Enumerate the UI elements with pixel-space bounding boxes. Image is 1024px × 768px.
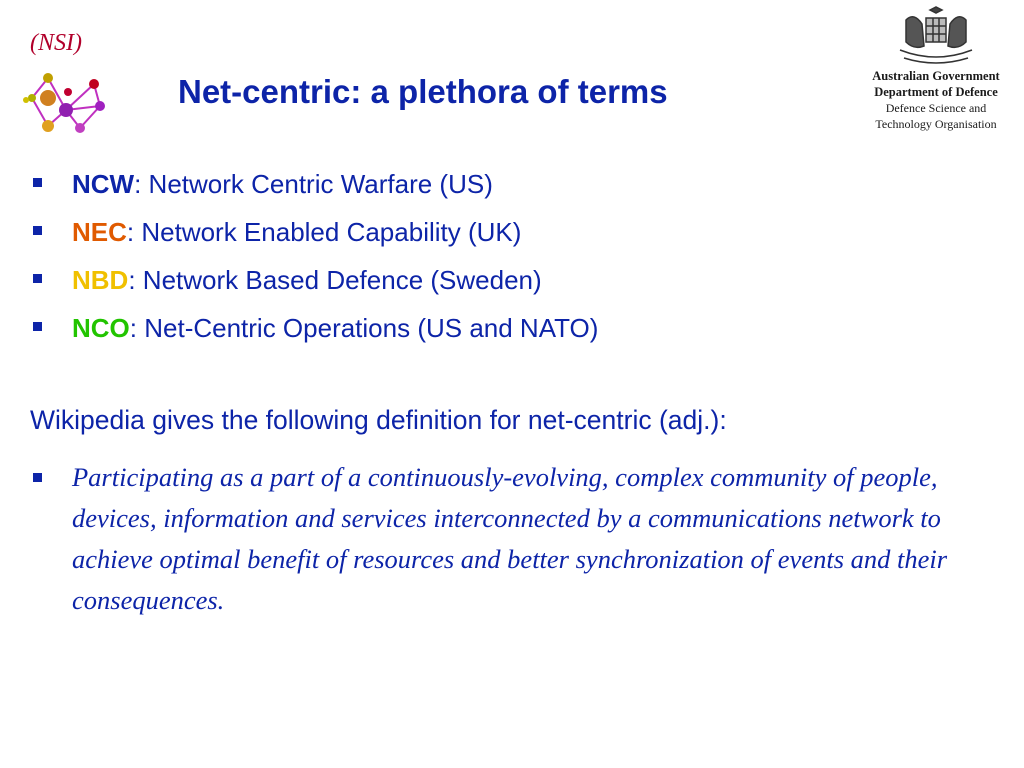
term-abbreviation: NEC bbox=[72, 217, 127, 247]
list-item bbox=[30, 208, 990, 256]
list-item bbox=[30, 304, 990, 352]
bullet-square-icon bbox=[33, 322, 42, 331]
definition-text: Participating as a part of a continuously-evolving, complex community of people, devices, information and services interconnected by a communications network to achieve optimal benefit of resources and better synchronization of events and their consequences. bbox=[72, 462, 948, 615]
term-abbreviation: NBD bbox=[72, 265, 129, 295]
bullet-square-icon bbox=[33, 178, 42, 187]
bullet-square-icon bbox=[33, 473, 42, 482]
definition-intro: Wikipedia gives the following definition for net-centric (adj.): bbox=[30, 405, 727, 435]
definition-list bbox=[30, 457, 990, 621]
page-title: Net-centric: a plethora of terms bbox=[178, 73, 668, 110]
bullet-square-icon bbox=[33, 274, 42, 283]
term-description: : Network Centric Warfare (US) bbox=[134, 169, 493, 199]
list-item bbox=[30, 256, 990, 304]
list-item bbox=[30, 457, 990, 621]
term-abbreviation: NCO bbox=[72, 313, 130, 343]
org-line-1: Australian Government bbox=[872, 69, 1000, 83]
org-line-3: Defence Science and bbox=[885, 101, 987, 115]
coat-of-arms-icon bbox=[896, 6, 976, 68]
nsi-tag: (NSI) bbox=[30, 30, 82, 56]
org-line-4: Technology Organisation bbox=[875, 117, 997, 131]
molecule-logo-icon bbox=[18, 70, 114, 136]
term-description: : Net-Centric Operations (US and NATO) bbox=[129, 313, 599, 343]
term-description: : Network Enabled Capability (UK) bbox=[126, 217, 522, 247]
bullet-square-icon bbox=[33, 226, 42, 235]
list-item bbox=[30, 160, 990, 208]
term-description: : Network Based Defence (Sweden) bbox=[128, 265, 542, 295]
terms-list bbox=[30, 160, 990, 352]
australian-government-logo bbox=[860, 6, 1012, 132]
org-line-2: Department of Defence bbox=[874, 85, 998, 99]
term-abbreviation: NCW bbox=[72, 169, 135, 199]
